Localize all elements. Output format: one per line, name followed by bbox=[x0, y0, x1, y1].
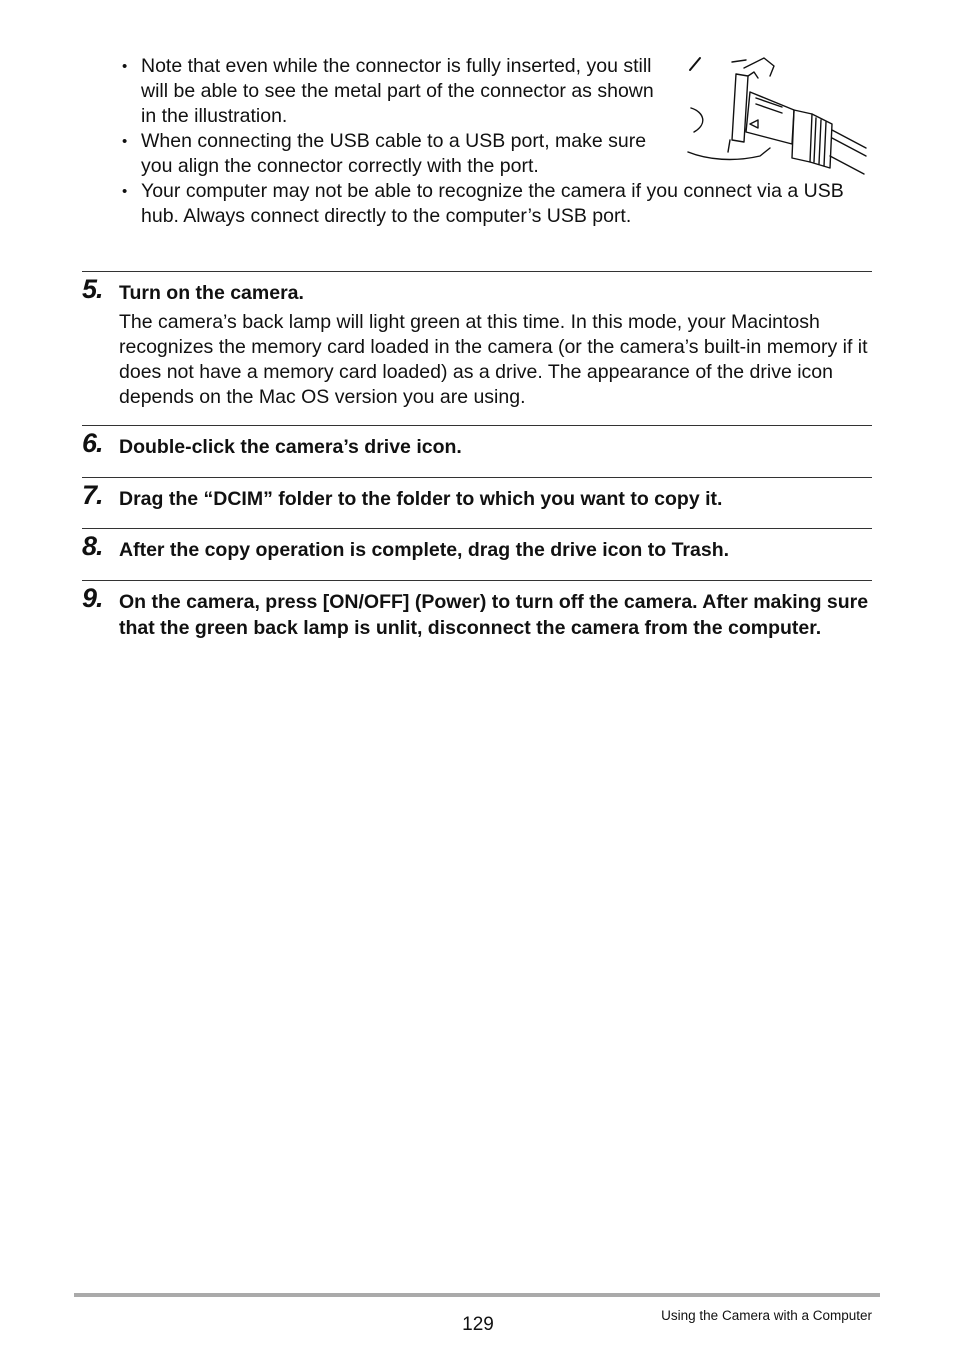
step-title: Drag the “DCIM” folder to the folder to which you want to copy it. bbox=[119, 488, 723, 510]
step-9 bbox=[82, 580, 872, 641]
step-title: On the camera, press [ON/OFF] (Power) to turn off the camera. After making sure that the green back lamp is unlit, disconnect the camera from the computer. bbox=[119, 591, 869, 639]
note-connector-visible: • Note that even while the connector is fully inserted, you still will be able to see the metal part of the connector as shown in the illustration. bbox=[120, 54, 661, 129]
step-body: The camera’s back lamp will light green at this time. In this mode, your Macintosh recognizes the memory card loaded in the camera (or the camera’s built-in memory if it does not have a memory card loaded) as a drive. The appearance of the drive icon depends on the Mac OS version you are using. bbox=[119, 311, 868, 408]
note-usb-hub: • Your computer may not be able to recognize the camera if you connect via a USB hub. Always connect directly to the computer’s USB port. bbox=[120, 179, 861, 229]
step-title: After the copy operation is complete, drag the drive icon to Trash. bbox=[119, 539, 730, 561]
step-number: 6. bbox=[82, 428, 103, 458]
step-number: 7. bbox=[82, 480, 103, 510]
step-7 bbox=[82, 477, 872, 512]
step-number: 9. bbox=[82, 583, 103, 613]
footer-divider bbox=[74, 1293, 880, 1297]
footer-section-title: Using the Camera with a Computer bbox=[661, 1308, 872, 1323]
step-6 bbox=[82, 425, 872, 460]
page-number: 129 bbox=[462, 1314, 494, 1335]
step-number: 8. bbox=[82, 531, 103, 561]
step-title: Double-click the camera’s drive icon. bbox=[119, 436, 462, 458]
step-number: 5. bbox=[82, 274, 103, 304]
usb-connector-illustration-icon bbox=[684, 52, 870, 178]
note-align-connector: • When connecting the USB cable to a USB port, make sure you align the connector correctly with the port. bbox=[120, 129, 661, 179]
step-title: Turn on the camera. bbox=[119, 282, 304, 304]
step-8 bbox=[82, 528, 872, 563]
step-5 bbox=[82, 271, 872, 410]
